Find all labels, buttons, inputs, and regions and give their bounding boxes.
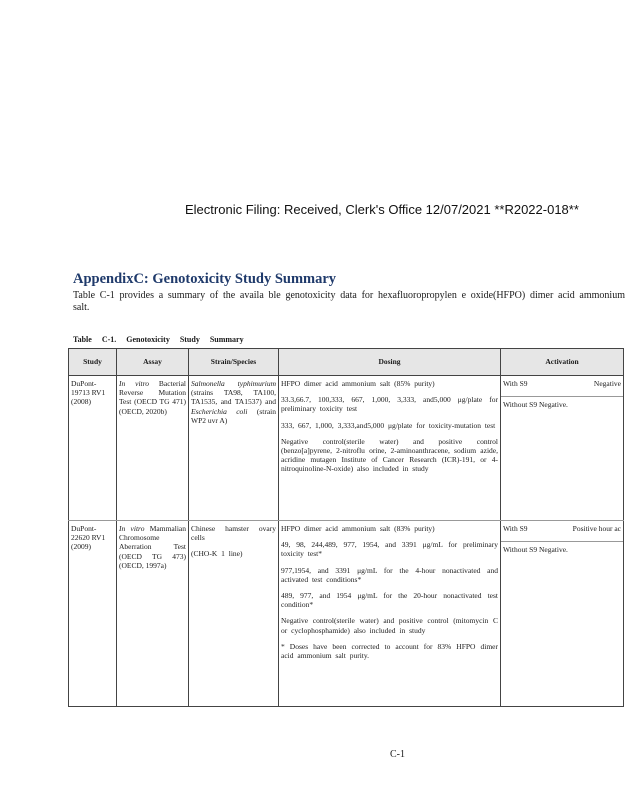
assay-cell (117, 376, 189, 521)
strain-text (191, 379, 276, 425)
appendix-intro: Table C-1 provides a summary of the availa ble genotoxicity data for hexafluoropropylen e oxide(HFPO) dimer acid ammonium salt. (73, 290, 625, 313)
activation-cell (501, 521, 624, 707)
table-row (69, 521, 624, 707)
header-assay: Assay (117, 349, 189, 376)
activation-cell (501, 376, 624, 521)
study-cell (69, 376, 117, 521)
dosing-paragraph: 49, 98, 244,489, 977, 1954, and 3391 μg/mL for preliminary toxicity test* (281, 540, 498, 559)
dosing-paragraph: 33.3,66.7, 100,333, 667, 1,000, 3,333, and5,000 μg/plate for preliminary toxicity test (281, 395, 498, 414)
header-strain: Strain/Species (189, 349, 279, 376)
dosing-cell (279, 376, 501, 521)
dosing-paragraph: HFPO dimer acid ammonium salt (83% purity) (281, 524, 435, 533)
table-header-row (69, 349, 624, 376)
header-study: Study (69, 349, 117, 376)
table-caption: Table C-1. Genotoxicity Study Summary (73, 335, 244, 344)
filing-stamp: Electronic Filing: Received, Clerk's Office 12/07/2021 **R2022-018** (185, 202, 579, 217)
dosing-paragraph: 489, 977, and 1954 μg/mL for the 20-hour nonactivated test condition* (281, 591, 498, 610)
activation-result: Negative (593, 379, 621, 388)
activation-with-s9 (501, 376, 623, 397)
appendix-title: AppendixC: Genotoxicity Study Summary (73, 271, 337, 287)
dosing-paragraph: Negative control(sterile water) and positive control (benzo[a]pyrene, 2-nitroflu orine, 2-aminoanthracene, sodium azide, acridine mutagen Institute of Cancer Research (ICR)-191, or 4-nitroquinoline-N-oxide) also included in study (281, 436, 498, 474)
assay-qualifier: In vitro (119, 379, 150, 388)
study-id: DuPont-22620 RV1 (2009) (71, 524, 106, 552)
assay-description: Mammalian Chromosome Aberration Test (OECD TG 473) (OECD, 1997a) (119, 524, 187, 570)
table-row (69, 376, 624, 521)
dosing-footnote: * Doses have been corrected to account for 83% HFPO dimer acid ammonium salt purity. (281, 641, 498, 661)
activation-label: Without S9 Negative. (503, 545, 568, 554)
header-activation: Activation (501, 349, 624, 376)
strain-text: Chinese hamster ovary cells (191, 524, 276, 543)
assay-cell (117, 521, 189, 707)
dosing-paragraph: 977,1954, and 3391 μg/mL for the 4-hour nonactivated and activated test conditions* (281, 565, 498, 584)
dosing-paragraph: HFPO dimer acid ammonium salt (85% purity) (281, 379, 435, 388)
assay-text (119, 524, 186, 570)
assay-qualifier: In vitro (119, 524, 145, 533)
strain-line: (CHO-K 1 line) (191, 549, 243, 559)
page-number: C-1 (390, 749, 405, 760)
strain-cell (189, 521, 279, 707)
dosing-paragraph: Negative control(sterile water) and positive control (mitomycin C or cyclophosphamide) also included in study (281, 616, 498, 635)
header-dosing: Dosing (279, 349, 501, 376)
strain-species-2: Escherichia coli (191, 406, 248, 416)
study-id: DuPont-19713 RV1 (2008) (71, 379, 106, 407)
activation-without-s9 (501, 397, 623, 409)
activation-result: Positive hour ac (572, 524, 621, 533)
assay-description: Bacterial Reverse Mutation Test (OECD TG 471) (OECD, 2020b) (119, 379, 186, 416)
strain-species: Salmonella typhimurium (191, 379, 276, 388)
strain-detail: (strains TA98, TA100, TA1535, and TA1537) and (191, 388, 276, 407)
activation-label: With S9 (503, 379, 528, 388)
activation-label: With S9 (503, 524, 528, 533)
assay-text (119, 379, 186, 416)
dosing-cell (279, 521, 501, 707)
genotoxicity-table (68, 348, 624, 707)
activation-without-s9 (501, 542, 623, 554)
activation-with-s9 (501, 521, 623, 542)
dosing-paragraph: 333, 667, 1,000, 3,333,and5,000 μg/plate for toxicity-mutation test (281, 420, 496, 430)
strain-cell (189, 376, 279, 521)
activation-label: Without S9 Negative. (503, 400, 568, 409)
strain-detail-2: (strain WP2 uvr A) (191, 406, 276, 425)
study-cell (69, 521, 117, 707)
